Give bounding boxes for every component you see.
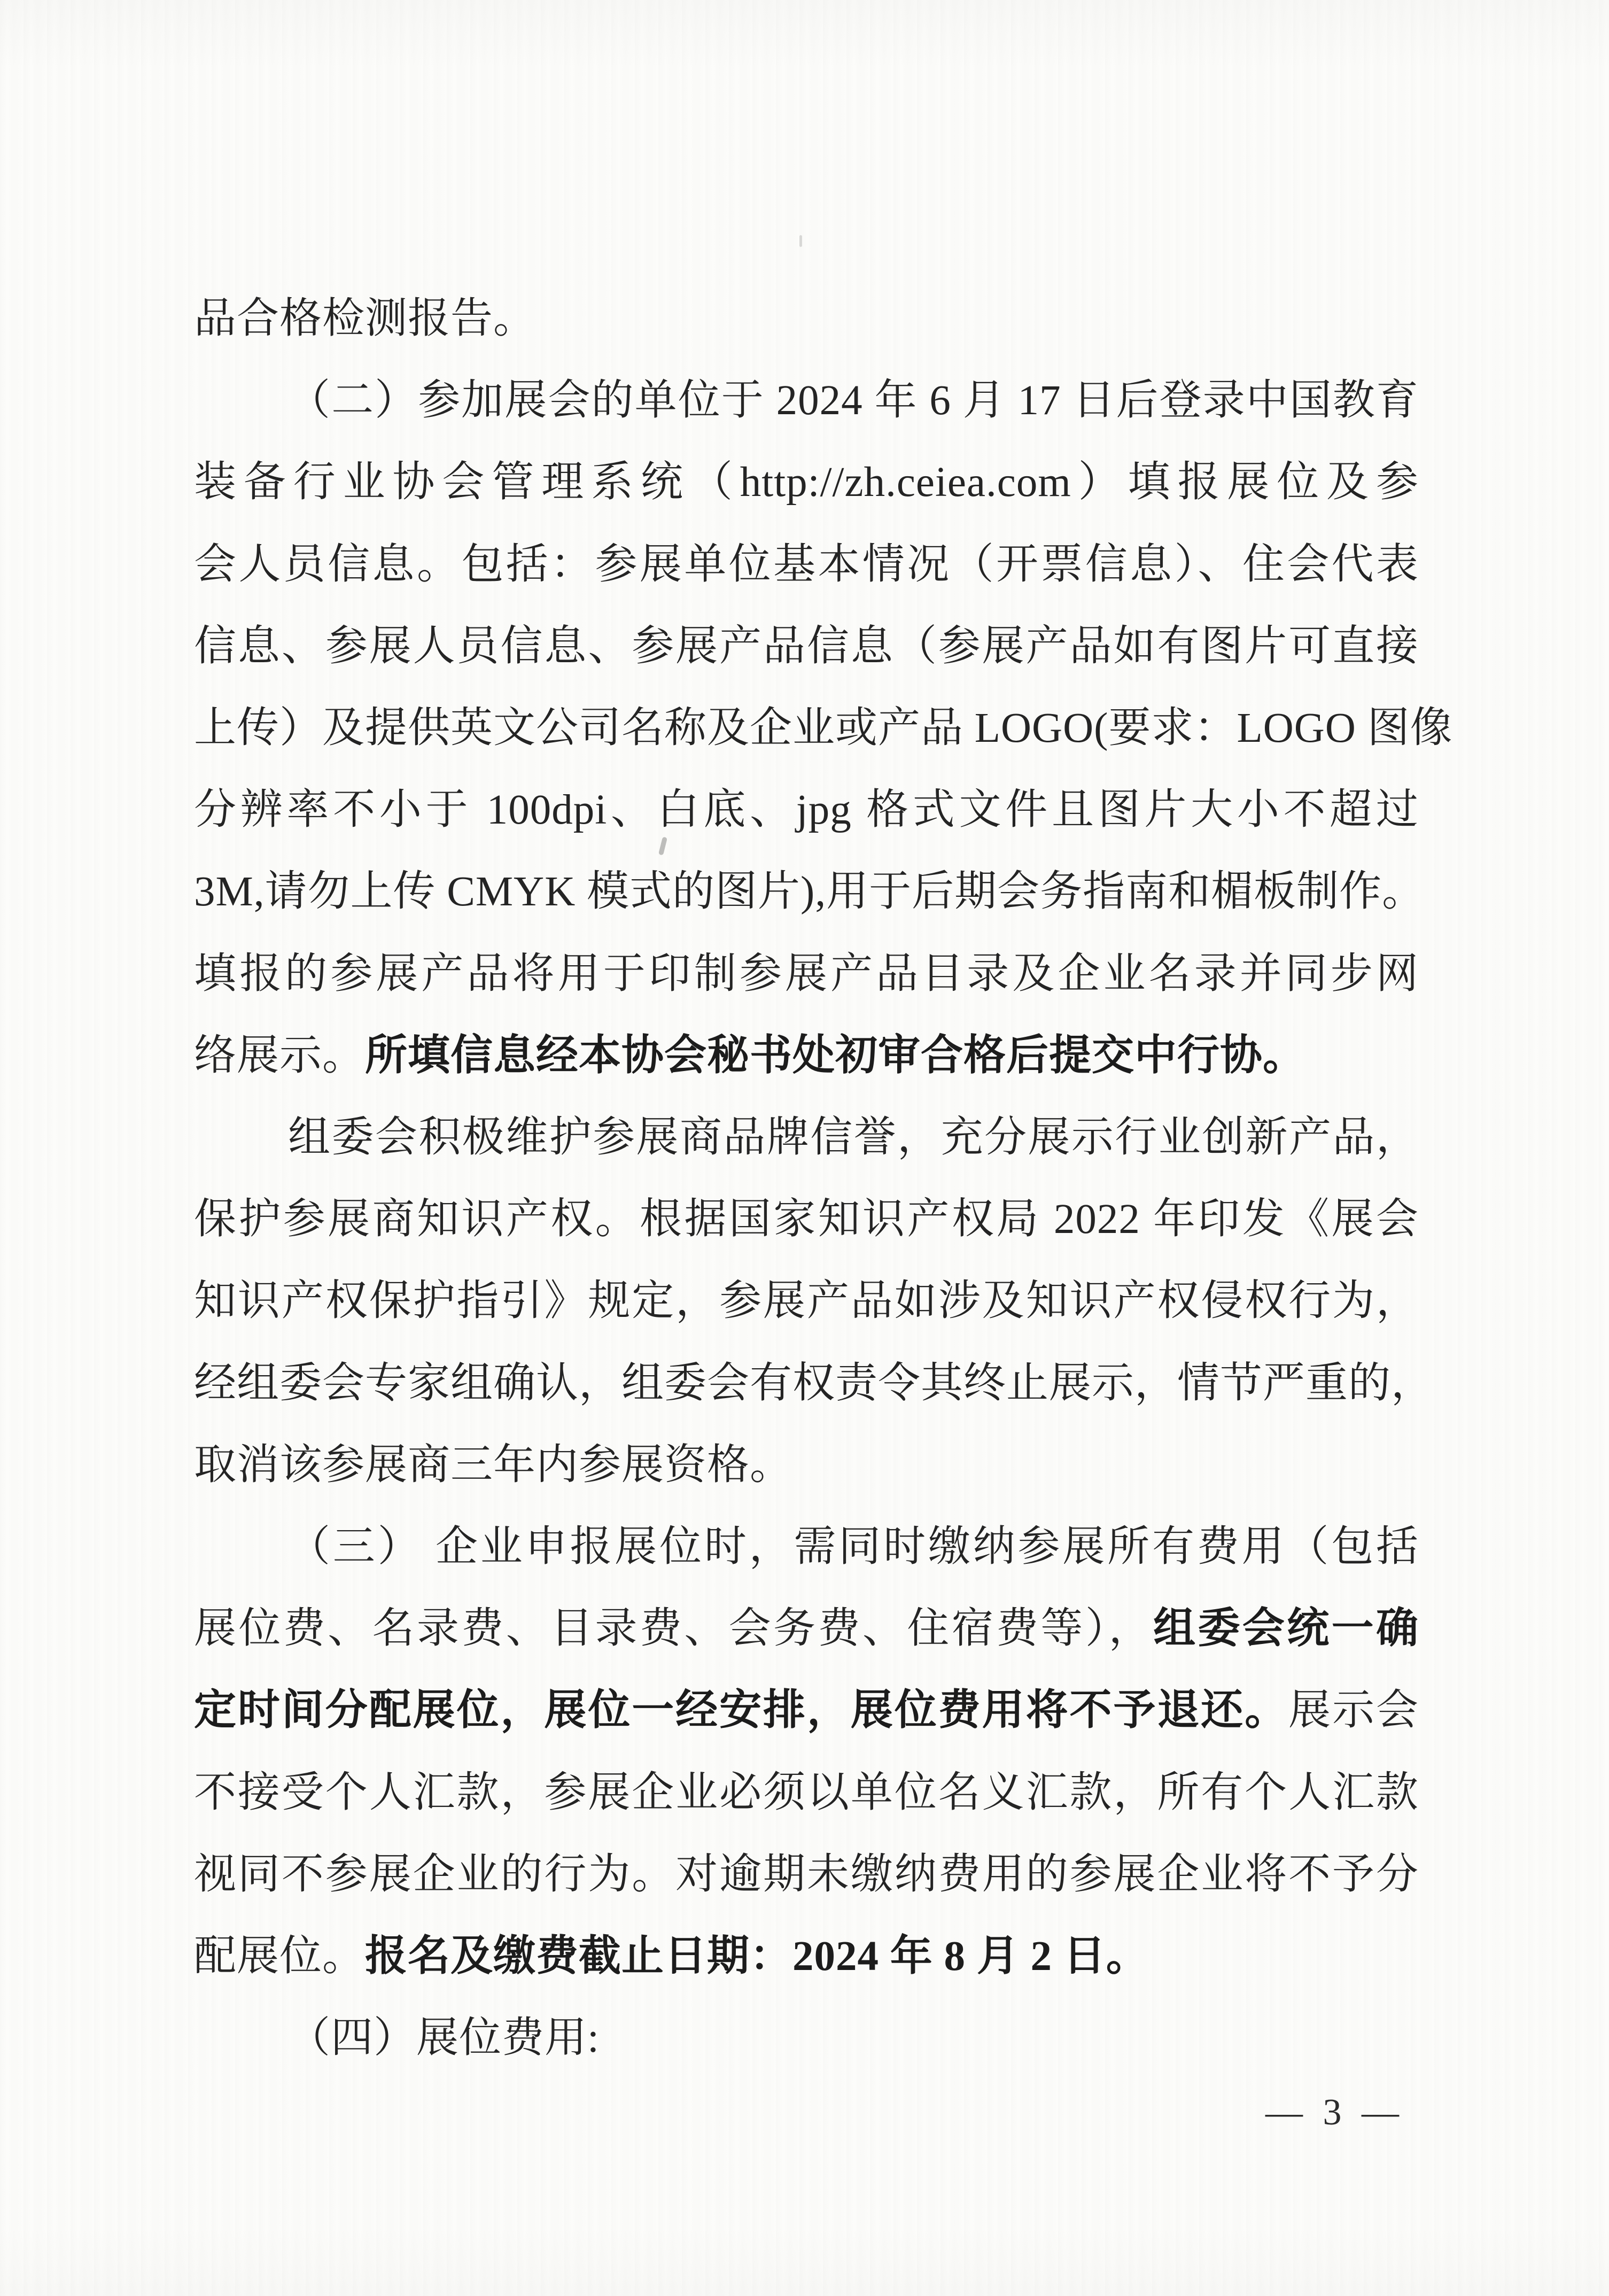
text-line xyxy=(194,687,1453,769)
text-line xyxy=(194,1670,1419,1751)
text-line xyxy=(194,1752,1419,1834)
text-segment: （四）展位费用: xyxy=(288,2015,600,2061)
text-segment: 配展位。 xyxy=(194,1933,365,1980)
text-segment: 知识产权保护指引》规定，参展产品如涉及知识产权侵权行为， xyxy=(194,1278,1419,1324)
text-line xyxy=(194,606,1419,687)
text-line xyxy=(194,1260,1419,1342)
text-line xyxy=(194,524,1419,606)
text-line xyxy=(194,278,1419,360)
text-segment: 分辨率不小于 100dpi、白底、jpg 格式文件且图片大小不超过 xyxy=(194,787,1419,833)
text-segment: 取消该参展商三年内参展资格。 xyxy=(194,1442,792,1488)
text-segment: 上传）及提供英文公司名称及企业或产品 LOGO(要求：LOGO 图像 xyxy=(194,705,1453,751)
text-segment: 组委会统一确 xyxy=(1153,1605,1419,1652)
text-line xyxy=(194,1343,1434,1424)
text-line xyxy=(194,1015,1419,1097)
text-line xyxy=(194,1178,1419,1260)
text-segment: 保护参展商知识产权。根据国家知识产权局 2022 年印发《展会 xyxy=(194,1196,1419,1243)
text-line xyxy=(194,851,1425,933)
text-line xyxy=(194,1424,1419,1506)
text-segment: 视同不参展企业的行为。对逾期未缴纳费用的参展企业将不予分 xyxy=(194,1851,1419,1898)
text-segment: 展示会 xyxy=(1288,1687,1419,1734)
text-line xyxy=(194,1097,1419,1178)
text-segment: 组委会积极维护参展商品牌信誉，充分展示行业创新产品， xyxy=(288,1114,1419,1161)
text-segment: 信息、参展人员信息、参展产品信息（参展产品如有图片可直接 xyxy=(194,623,1419,670)
text-line xyxy=(194,933,1419,1015)
text-line xyxy=(194,1506,1419,1588)
text-line xyxy=(194,769,1419,851)
text-segment: 所填信息经本协会秘书处初审合格后提交中行协。 xyxy=(365,1033,1305,1079)
text-segment: （二）参加展会的单位于 2024 年 6 月 17 日后登录中国教育 xyxy=(288,377,1419,424)
text-line xyxy=(194,1588,1419,1670)
text-line xyxy=(194,1834,1419,1915)
text-line xyxy=(194,1997,1419,2079)
text-segment: 会人员信息。包括：参展单位基本情况（开票信息）、住会代表 xyxy=(194,541,1419,588)
page-number: — 3 — xyxy=(1265,2092,1404,2133)
text-segment: 经组委会专家组确认，组委会有权责令其终止展示，情节严重的， xyxy=(194,1360,1434,1407)
text-segment: 展位费、名录费、目录费、会务费、住宿费等）， xyxy=(194,1605,1154,1652)
text-segment: 不接受个人汇款，参展企业必须以单位名义汇款，所有个人汇款 xyxy=(194,1770,1419,1816)
text-segment: 3M,请勿上传 CMYK 模式的图片),用于后期会务指南和楣板制作。 xyxy=(194,868,1425,915)
text-segment: 络展示。 xyxy=(194,1033,365,1079)
text-line xyxy=(194,1915,1419,1997)
text-line xyxy=(194,360,1419,441)
text-segment: 品合格检测报告。 xyxy=(194,296,536,342)
text-segment: 填报的参展产品将用于印制参展产品目录及企业名录并同步网 xyxy=(194,951,1419,997)
scan-speck xyxy=(799,235,802,247)
text-segment: 装备行业协会管理系统（http://zh.ceiea.com）填报展位及参 xyxy=(194,459,1419,506)
text-segment: 报名及缴费截止日期：2024 年 8 月 2 日。 xyxy=(365,1933,1149,1980)
text-line xyxy=(194,441,1419,523)
text-segment: 定时间分配展位，展位一经安排，展位费用将不予退还。 xyxy=(194,1687,1289,1734)
text-segment: （三） 企业申报展位时，需同时缴纳参展所有费用（包括 xyxy=(288,1524,1419,1570)
